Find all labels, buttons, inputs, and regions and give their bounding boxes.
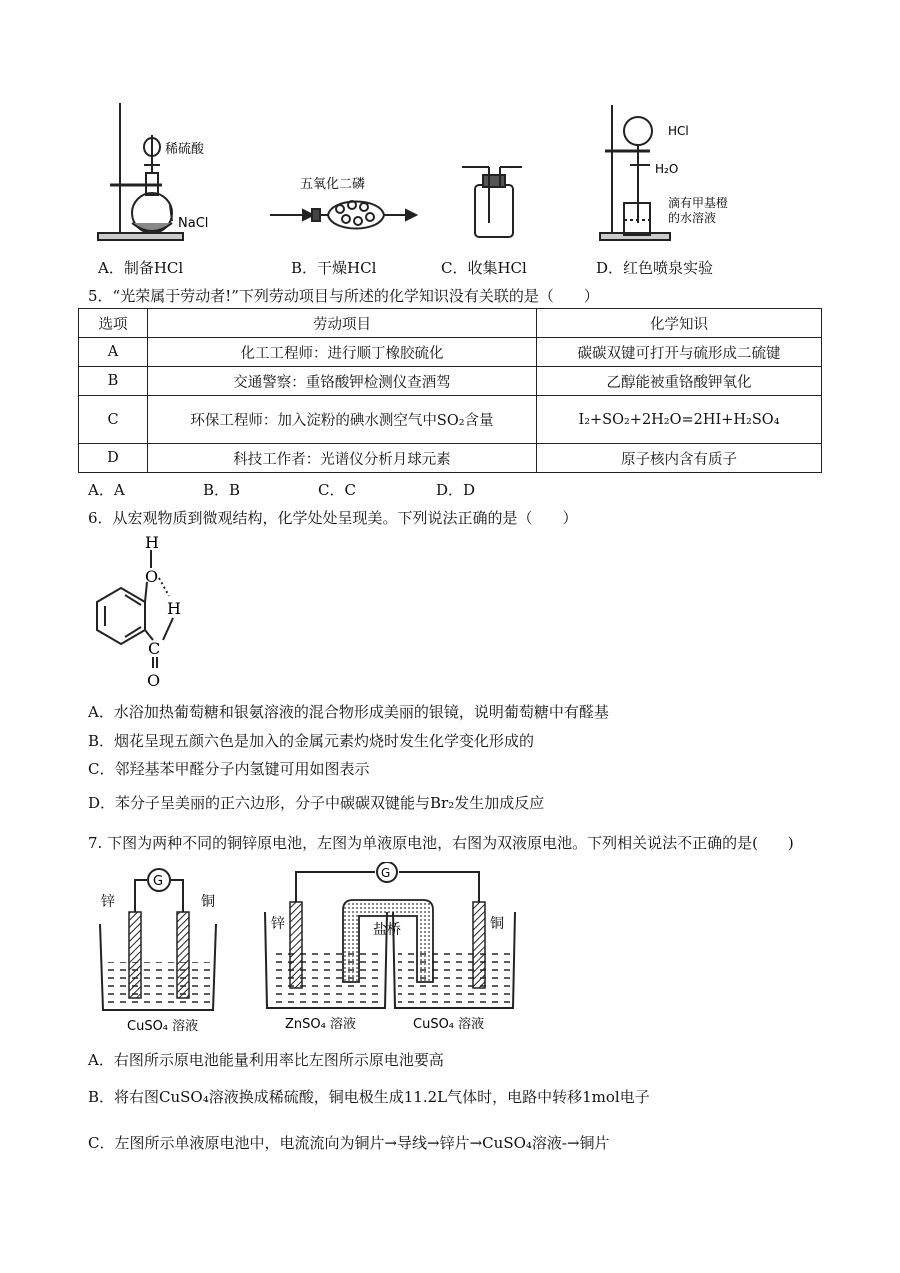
label-cuso4-right: CuSO₄ 溶液	[413, 1017, 485, 1032]
q4-option-a: A．制备HCl	[98, 259, 184, 277]
row-chem: 乙醇能被重铬酸钾氧化	[537, 367, 822, 396]
row-labor: 科技工作者：光谱仪分析月球元素	[148, 444, 537, 473]
label-salt-bridge: 盐桥	[373, 922, 401, 938]
q5-table	[78, 308, 822, 473]
label-nacl: NaCl	[178, 216, 209, 231]
g-meter-left: G	[153, 874, 164, 889]
q7-option-b: B．将右图CuSO₄溶液换成稀硫酸，铜电极生成11.2L气体时，电路中转移1mol电子	[88, 1088, 650, 1106]
label-p2o5: 五氧化二磷	[300, 177, 366, 192]
label-indicator-1: 滴有甲基橙	[668, 196, 729, 210]
row-option: C	[79, 396, 148, 444]
q6-option-a: A．水浴加热葡萄糖和银氨溶液的混合物形成美丽的银镜，说明葡萄糖中有醛基	[88, 703, 609, 721]
struct-c: C	[148, 639, 161, 658]
table-row	[79, 367, 822, 396]
row-labor: 化工工程师：进行顺丁橡胶硫化	[148, 338, 537, 367]
label-dilute-sulfuric: 稀硫酸	[165, 142, 205, 157]
label-zinc-right: 锌	[271, 916, 285, 932]
row-chem: 原子核内含有质子	[537, 444, 822, 473]
q4-option-b: B．干燥HCl	[291, 259, 377, 277]
single-liquid-cell	[100, 869, 216, 1010]
q5-choice-c: C．C	[318, 481, 356, 499]
apparatus-c-collect-bottle	[462, 167, 522, 237]
q4-option-c: C．收集HCl	[441, 259, 527, 277]
g-meter-right: G	[381, 866, 391, 880]
table-row	[79, 444, 822, 473]
salicylaldehyde-structure	[85, 530, 195, 690]
q6-option-b: B．烟花呈现五颜六色是加入的金属元素灼烧时发生化学变化形成的	[88, 732, 535, 750]
row-chem: 碳碳双键可打开与硫形成二硫键	[537, 338, 822, 367]
q6-option-c: C．邻羟基苯甲醛分子内氢键可用如图表示	[88, 760, 370, 778]
row-option: D	[79, 444, 148, 473]
q6-option-d: D．苯分子呈美丽的正六边形，分子中碳碳双键能与Br₂发生加成反应	[88, 794, 545, 812]
row-option: A	[79, 338, 148, 367]
q5-choice-b: B．B	[203, 481, 241, 499]
row-labor: 环保工程师：加入淀粉的碘水测空气中SO₂含量	[148, 396, 537, 444]
q7-option-c: C．左图所示单液原电池中，电流流向为铜片→导线→锌片→CuSO₄溶液-→铜片	[88, 1134, 610, 1152]
q5-stem: 5．“光荣属于劳动者!”下列劳动项目与所述的化学知识没有关联的是（ ）	[88, 287, 599, 305]
header-chem: 化学知识	[537, 309, 822, 338]
q4-apparatus-figures	[90, 95, 770, 250]
row-labor: 交通警察：重铬酸钾检测仪查酒驾	[148, 367, 537, 396]
q4-option-d: D．红色喷泉实验	[596, 259, 714, 277]
q7-stem: 7. 下图为两种不同的铜锌原电池，左图为单液原电池，右图为双液原电池。下列相关说法不正确的是( )	[88, 834, 794, 852]
row-option: B	[79, 367, 148, 396]
struct-h-mid: H	[167, 599, 181, 618]
q7-option-a: A．右图所示原电池能量利用率比左图所示原电池要高	[88, 1051, 444, 1069]
row-chem: I₂+SO₂+2H₂O=2HI+H₂SO₄	[537, 396, 822, 444]
q7-battery-figures	[95, 862, 525, 1037]
label-cuso4-left: CuSO₄ 溶液	[127, 1019, 199, 1034]
apparatus-a-prepare-hcl	[98, 103, 183, 240]
label-indicator-2: 的水溶液	[668, 211, 717, 225]
apparatus-b-drying-tube	[270, 201, 416, 229]
struct-o-top: O	[145, 567, 159, 586]
label-hcl: HCl	[668, 124, 689, 138]
label-zinc-left: 锌	[101, 894, 115, 910]
label-copper-right: 铜	[490, 916, 504, 932]
label-copper-left: 铜	[201, 894, 215, 910]
table-row	[79, 396, 822, 444]
q5-choice-d: D．D	[436, 481, 476, 499]
struct-o-bot: O	[147, 671, 161, 690]
struct-h-top: H	[145, 533, 159, 552]
q5-choice-a: A．A	[88, 481, 125, 499]
table-header-row	[79, 309, 822, 338]
table-row	[79, 338, 822, 367]
q6-stem: 6．从宏观物质到微观结构，化学处处呈现美。下列说法正确的是（ ）	[88, 509, 578, 527]
header-option: 选项	[79, 309, 148, 338]
label-h2o: H₂O	[655, 162, 679, 176]
label-znso4: ZnSO₄ 溶液	[285, 1017, 356, 1032]
header-labor: 劳动项目	[148, 309, 537, 338]
